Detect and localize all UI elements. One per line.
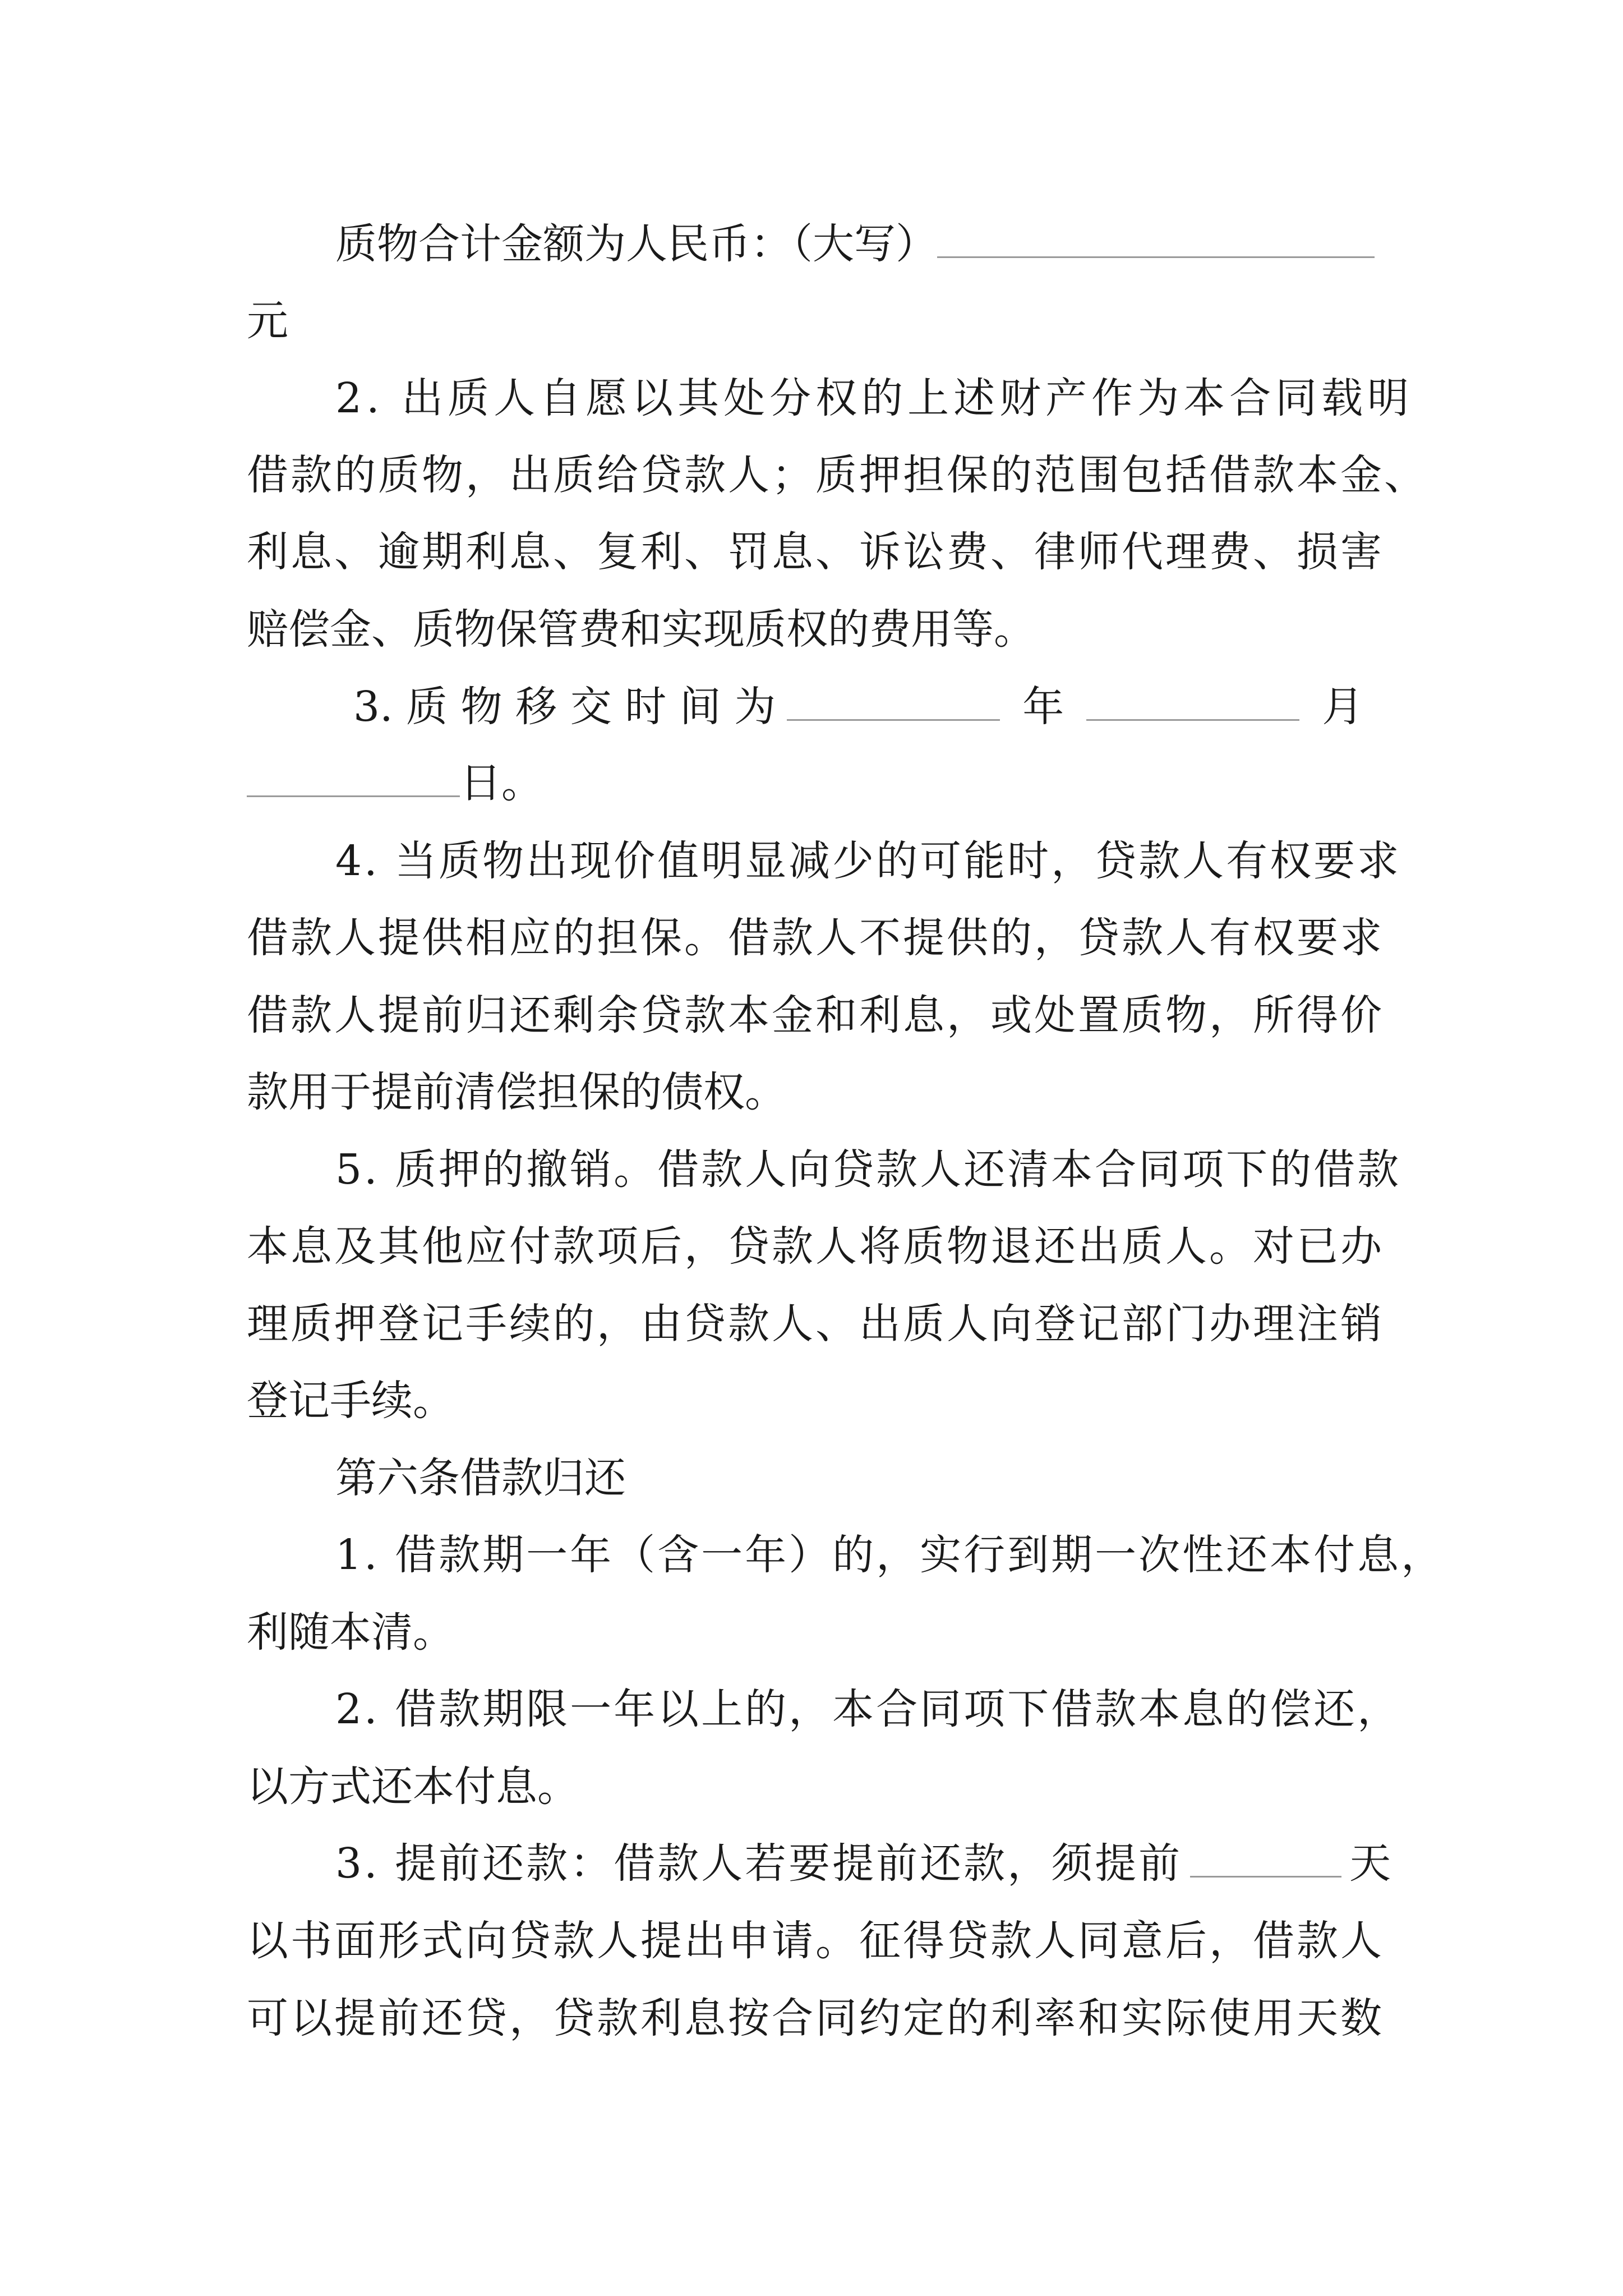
repay-1-line-2 [247,1604,454,1660]
amount-unit: 元 [247,297,288,345]
day-blank[interactable] [247,756,460,797]
clause-4-line-3 [247,987,1384,1043]
amount-text: 质物合计金额为人民币：（大写） [335,220,937,268]
year-blank[interactable] [787,680,1000,721]
repay-2-line-1 [335,1681,1401,1737]
clause-2-line-2 [247,447,1428,503]
clause-2-text-2: 借款的质物，出质给贷款人；质押担保的范围包括借款本金、 [247,451,1428,499]
clause-5-line-4 [247,1373,454,1429]
clause-5-text-3: 理质押登记手续的，由贷款人、出质人向登记部门办理注销 [247,1300,1384,1348]
repay-3-text-1: 3. 提前还款：借款人若要提前还款，须提前 [335,1839,1183,1888]
clause-5-text-4: 登记手续。 [247,1377,454,1425]
clause-4-line-4 [247,1064,786,1120]
repay-3-text-3: 可以提前还贷，贷款利息按合同约定的利率和实际使用天数 [247,1994,1384,2042]
amount-line-2 [247,293,288,349]
clause-5-line-1 [335,1142,1401,1198]
clause-4-text-3: 借款人提前归还剩余贷款本金和利息，或处置质物，所得价 [247,991,1384,1039]
repay-1-line-1 [335,1527,1445,1583]
clause-5-text-1: 5. 质押的撤销。借款人向贷款人还清本合同项下的借款 [335,1145,1401,1194]
repay-1-text-1: 1. 借款期一年（含一年）的，实行到期一次性还本付息， [335,1531,1445,1579]
clause-5-line-3 [247,1296,1384,1352]
repay-2-text-1: 2. 借款期限一年以上的，本合同项下借款本息的偿还， [335,1685,1401,1733]
notice-days-blank[interactable] [1190,1837,1341,1878]
clause-3-text: 3. 质 物 移 交 时 间 为 [353,683,776,731]
clause-3-line-2 [247,755,543,811]
clause-4-text-2: 借款人提供相应的担保。借款人不提供的，贷款人有权要求 [247,914,1384,962]
repay-3-line-2 [247,1913,1384,1969]
repay-3-text-2: 以书面形式向贷款人提出申请。征得贷款人同意后，借款人 [247,1917,1384,1965]
month-label: 月 [1322,683,1364,731]
clause-2-text-3: 利息、逾期利息、复利、罚息、诉讼费、律师代理费、损害 [247,528,1384,576]
year-label: 年 [1022,683,1064,731]
clause-2-line-4 [247,601,1035,657]
clause-4-line-2 [247,910,1384,966]
clause-5-text-2: 本息及其他应付款项后，贷款人将质物退还出质人。对已办 [247,1222,1384,1271]
clause-2-line-1 [335,370,1413,426]
clause-3-line-1 [353,679,1363,735]
month-blank[interactable] [1086,680,1299,721]
clause-2-text-1: 2. 出质人自愿以其处分权的上述财产作为本合同载明 [335,374,1414,422]
amount-capital-blank[interactable] [937,217,1375,258]
repay-2-text-2: 以方式还本付息。 [247,1763,579,1811]
clause-5-line-2 [247,1218,1384,1274]
repay-3-line-1 [335,1835,1393,1892]
clause-2-line-3 [247,524,1384,580]
repay-3-line-3 [247,1990,1384,2046]
amount-line-1 [335,216,1375,272]
clause-2-text-4: 赔偿金、质物保管费和实现质权的费用等。 [247,605,1035,654]
days-label: 天 [1349,1839,1394,1888]
article-6-heading [335,1450,626,1506]
clause-4-text-4: 款用于提前清偿担保的债权。 [247,1068,786,1116]
day-label: 日。 [460,759,543,807]
article-6-title: 第六条借款归还 [335,1454,626,1502]
clause-4-line-1 [335,833,1401,889]
clause-4-text-1: 4. 当质物出现价值明显减少的可能时，贷款人有权要求 [335,837,1401,885]
repay-2-line-2 [247,1759,579,1815]
repay-1-text-2: 利随本清。 [247,1608,454,1657]
